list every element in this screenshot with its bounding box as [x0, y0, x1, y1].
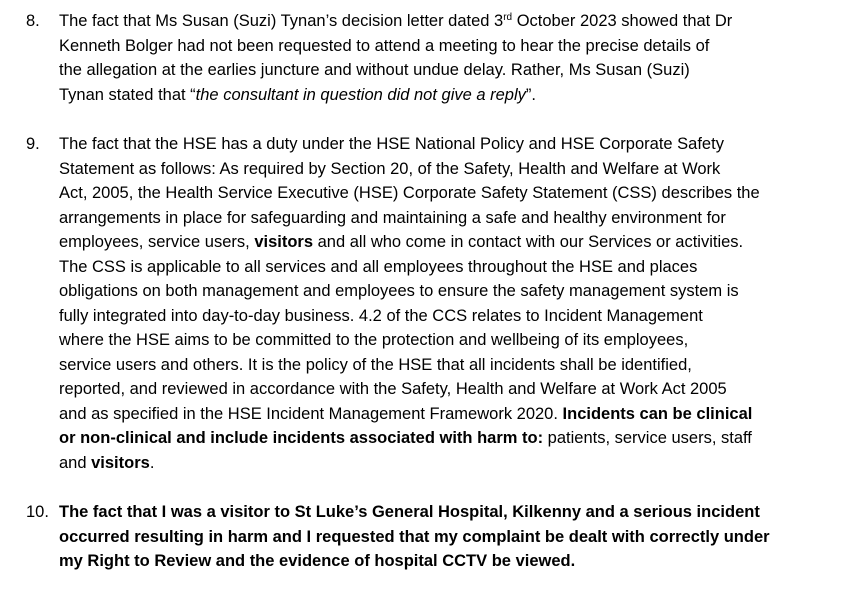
- item-text: [59, 500, 829, 574]
- text-line: Act, 2005, the Health Service Executive (HSE) Corporate Safety Statement (CSS) describes the: [59, 184, 760, 202]
- item-number: 9.: [26, 135, 40, 153]
- item-number: 8.: [26, 12, 40, 30]
- text-line: The fact that Ms Susan (Suzi) Tynan’s decision letter dated 3rd October 2023 showed that Dr: [59, 12, 733, 30]
- text-line: Statement as follows: As required by Section 20, of the Safety, Health and Welfare at Work: [59, 159, 721, 178]
- text-line: and as specified in the HSE Incident Management Framework 2020. Incidents can be clinical: [59, 404, 753, 423]
- text-line: or non-clinical and include incidents associated with harm to: patients, service users, staff: [59, 429, 752, 447]
- text-line: Kenneth Bolger had not been requested to attend a meeting to hear the precise details of: [59, 36, 710, 55]
- text-line: obligations on both management and employees to ensure the safety management system is: [59, 282, 739, 300]
- text-line: arrangements in place for safeguarding and maintaining a safe and healthy environment for: [59, 208, 726, 227]
- text-line: where the HSE aims to be committed to the protection and wellbeing of its employees,: [59, 331, 689, 349]
- text-line: fully integrated into day-to-day business. 4.2 of the CCS relates to Incident Management: [59, 306, 703, 325]
- item-text: [59, 9, 829, 107]
- text-line: The fact that the HSE has a duty under the HSE National Policy and HSE Corporate Safety: [59, 135, 724, 153]
- text-line: the allegation at the earlies juncture and without undue delay. Rather, Ms Susan (Suzi): [59, 61, 690, 79]
- item-text: [59, 132, 829, 475]
- text-line: The fact that I was a visitor to St Luke’s General Hospital, Kilkenny and a serious incident: [59, 503, 760, 521]
- text-line: occurred resulting in harm and I requested that my complaint be dealt with correctly under: [59, 527, 770, 546]
- text-line: reported, and reviewed in accordance with the Safety, Health and Welfare at Work Act 2005: [59, 380, 727, 398]
- text-line: employees, service users, visitors and all who come in contact with our Services or activities.: [59, 233, 744, 251]
- text-line: my Right to Review and the evidence of hospital CCTV be viewed.: [59, 552, 576, 570]
- item-number: 10.: [26, 503, 49, 521]
- text-line: The CSS is applicable to all services and all employees throughout the HSE and places: [59, 257, 698, 276]
- text-line: service users and others. It is the policy of the HSE that all incidents shall be identified,: [59, 355, 692, 374]
- text-line: Tynan stated that “the consultant in question did not give a reply”.: [59, 85, 536, 104]
- text-line: and visitors.: [59, 453, 155, 472]
